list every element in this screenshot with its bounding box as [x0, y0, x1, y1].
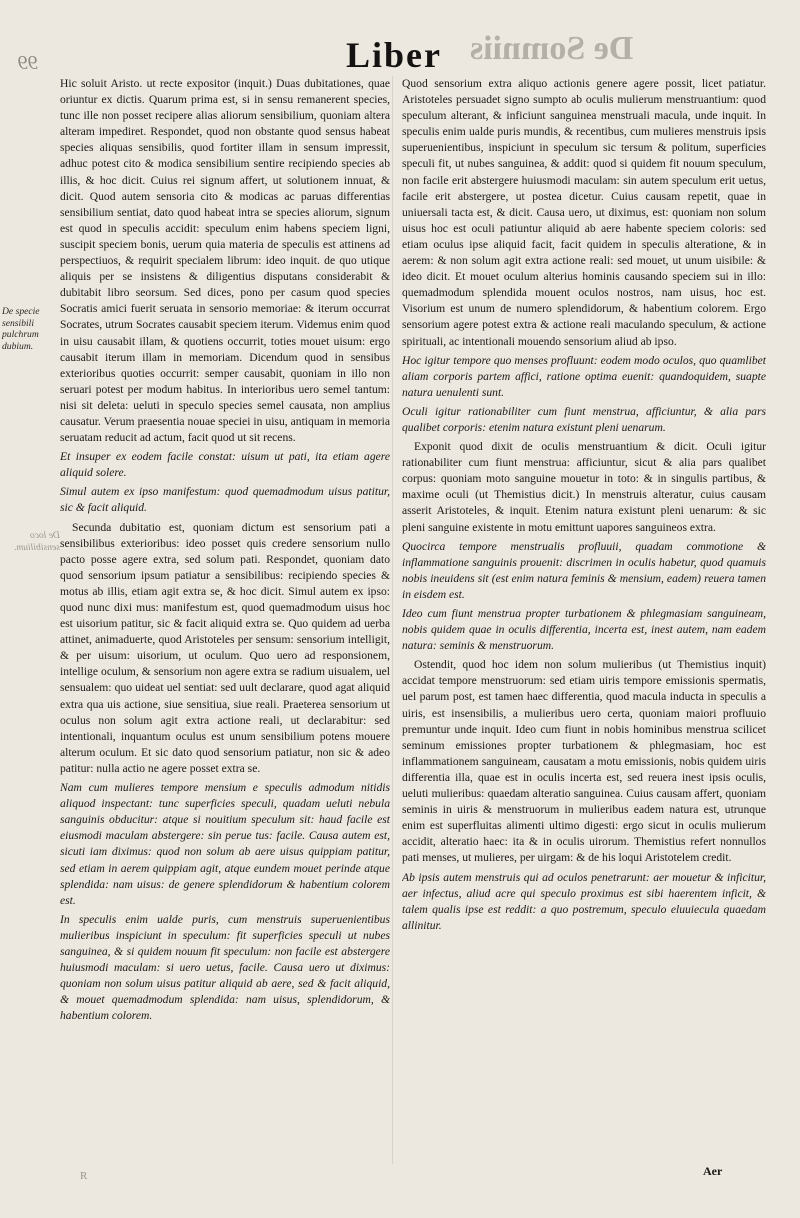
catchword: Aer	[703, 1164, 723, 1178]
paragraph: Hic soluit Aristo. ut recte expositor (inquit.) Duas dubitationes, quae oriuntur ex dictis. Quarum prima est, si in sensu remanerent species, tunc ille non posset recipere alias aliorum sensibilium, quoniam altera alteram impediret. Respondet, quod non obstante quod sensus habeat species aliquas sensibilis, quod fortiter illam in sensum impressit, adhuc potest cito & modica sensibilium sentire recipiendo species ab illis, & hoc dicit. Cuius rei signum affert, ut solutionem innuat, & dicit. Quod autem sensoria cito & modicas ac paruas differentias sensibilium sentiat, dato quod habeat intra se species aliorum, signum est quod in speculis accidit: speculum enim habens speciem ligni, suscipit speciem bonis, uerum quia materia de speculis est attinens ad perspectiuos, & requirit specialem librum: ideo inquit. de quo utique aliquis per se insistens & diligentius disputans considerabit & dubitabit libro seorsum. Sed dices, pono per casum quod species Socratis amici fuerit seruata in sensorio memoriae: & iterum occurrat Socrates, utrum Socrates causabit speciem iterum. Videmus enim quod in uisu causabit illam, & quotiens occurrit, toties mouet uisum: ergo causabit iterum illam in memoriam. Dicendum quod in sensibus exterioribus quoties occurrit: semper causabit, quoniam in illo non seruari potest per modum habitus. In interioribus uero semel tantum: nisi sit deleta: ueluti in speculo species semel causata, non amplius causatur. Verum praesentia nouae speciei in uisu, antiquam in memoria seruatam reducit ad actum, facit quod ut sit recens.	[60, 77, 390, 445]
margin-note: De specie sensibili pulchrum dubium.	[2, 306, 40, 352]
paragraph: Exponit quod dixit de oculis menstruantium & dicit. Oculi igitur rationabiliter cum fiunt menstrua: afficiuntur, sicut & alia pars qualibet corpus: quoniam moto sanguine mouetur in toto: & in singulis partibus, & maxime oculi (ut Themistius dicit.) In menstruis alteratur, cuius causam asserit Aristoteles, & inquit. Etenim natura existunt pleni uenarum: & sic pleni sanguine existente in motu emittunt uapores sanguineos extra.	[402, 440, 766, 534]
paragraph: Nam cum mulieres tempore mensium e speculis admodum nitidis aliquod inspectant: tunc superficies speculi, quadam ueluti nebula sanguinis obducitur: atque si nouitium speculum sit: haud facile est eiusmodi maculam abstergere: sin perue tus: facile. Causa autem est, sicuti iam diximus: quod non solum ab aere uisus quippiam patitur, sed etiam in aerem quippiam agit, atque eundem mouet perinde atque splendida: nam uisus: de genere splendidorum & habentium colorem est.	[60, 781, 390, 907]
paragraph: Hoc igitur tempore quo menses profluunt: eodem modo oculos, quo quamlibet aliam corporis partem affici, ratione optima euenit: quandoquidem, suapte natura uenulenti sunt.	[402, 353, 766, 399]
paragraph: Quod sensorium extra aliquo actionis genere agere possit, licet patiatur. Aristoteles persuadet signo sumpto ab oculis mulierum menstruantium: quod speculum alterant, & inficiunt sanguinea menstruali macula, unde inquit. In speculis enim ualde puris mundis, & recentibus, cum mulieres menstruis ipsis superuenientibus, inspiciunt in speculum sic tersum & politum, superficies speculi fit, ut nubes sanguinea, & addit: quod si quidem fit nouum speculum, non facile erit abstergere huiusmodi maculam: sin autem speculum erit uetus, facile erit abstergere, ut postea dicetur. Cuius causam repetit, quae in uniuersali tacta est, & dicit. Causa uero, ut diximus, est: quoniam non solum uisus hoc est oculi patiuntur aliquid ab aere habente speciem coloris: sed etiam oculus ipse aliquid facit, facit quidem in speculis alteratione, & in aerem: & non solum agit extra actione reali: sed mouet, ut unum uisibile: & ideo dicit. Et mouet oculum alterius hominis causando speciem sui in illo: quemadmodum splendida mouent oculos nostros, nam uisus, hoc est. Visorium est unum de numero splendidorum, & habentium colorem. Ergo sensorium agere potest extra & actione reali maculando speculum, & actione spirituali, ac intentionali mouendo sensorium aliud ab ipso.	[402, 77, 766, 348]
paragraph: Oculi igitur rationabiliter cum fiunt menstrua, afficiuntur, & alia pars qualibet corporis: etenim natura existunt pleni uenarum.	[402, 404, 766, 434]
paragraph: Ideo cum fiunt menstrua propter turbationem & phlegmasiam sanguineam, nobis quidem quae in oculis differentia, incerta est, inest autem, nam eadem natura: seminis & menstruorum.	[402, 607, 766, 653]
left-text-column	[60, 76, 390, 1164]
paragraph: In speculis enim ualde puris, cum menstruis superuenientibus mulieribus inspiciunt in speculum: fit superficies speculi ut nubes sanguinea, & si quidem nouum fit speculum: non facile est abstergere huiusmodi maculam: si uero uetus, facile. Causa uero ut diximus: quoniam non solum uisus patitur aliquid ab aere, sed & facit aliquid, & mouet quemadmodum splendida: nam uisus, splendidorum, & habentium colorem.	[60, 912, 390, 1023]
column-gutter	[392, 76, 393, 1164]
bleed-through-title: De Somniis	[470, 30, 634, 67]
paragraph: Simul autem ex ipso manifestum: quod quemadmodum uisus patitur, sic & facit aliquid.	[60, 485, 390, 515]
paragraph: Quocirca tempore menstrualis profluuii, quadam commotione & inflammatione sanguinis prouenit: discrimen in oculis habetur, quod quamuis nobis ineuidens sit (est enim natura feminis & mensium, eadem) reuera tamen in eisdem est.	[402, 539, 766, 601]
right-text-column	[402, 76, 766, 1164]
page-title: Liber	[346, 35, 442, 75]
paragraph: Et insuper ex eodem facile constat: uisum ut pati, ita etiam agere aliquid solere.	[60, 450, 390, 480]
signature-mark: R	[80, 1170, 88, 1182]
folio-number: 99	[18, 52, 38, 74]
margin-note: De loco sensibilium.	[13, 530, 60, 553]
paragraph: Ostendit, quod hoc idem non solum mulieribus (ut Themistius inquit) accidat tempore menstruorum: sed etiam uiris tempore emissionis spermatis, uel parum post, est tamen haec differentia, quod macula inducta in speculis a uiris, est insensibilis, a mulieribus uero certa, quoniam maiori profluuio premuntur unde inquit. Ideo cum fiunt in nobis hominibus menstrua scilicet seminum emissiones propter turbationem & phlegmasiam, hoc est inflammationem sanguineam, causatam a motu emissionis, nobis quidem uiris differentia illa, quae est in oculis incerta est, sed reuera inest ipsis oculis, ueluti mulieribus: quaedam alteratio sanguinea. Cuius causam affert, quoniam seminis in uiris & menstruorum in mulieribus eadem natura est, utrunque enim est superfluitas alimenti ultimo digesti: ergo sicut in oculis mulierum accidit, alteratio haec: ita & in oculis uirorum. Themistius refert nonnullos pati menses, ut mulieres, per uirgam: & de his loqui Aristotelem credit.	[402, 658, 766, 865]
paragraph: Secunda dubitatio est, quoniam dictum est sensorium pati a sensibilibus exterioribus: ideo posset quis credere sensorium nullo pacto posse agere extra, sed solum pati. Respondet, quoniam dato quod sensorium ipsum patiatur a sensibilibus: recipiendo species & motus ab illis, etiam agit extra se, & hoc dicit. Simul autem ex ipso: quod nunc dixi mus: manifestum est, quod quemadmodum uisus hoc est uisorium patitur, sic & facit aliquid extra se. Quo quidem ad uerba attinet, animaduerte, quod Aristoteles per sensum: sensorium intelligit, & per uisum: uisorium, ut oculum. Quo uero ad responsionem, intellige oculum, & sensorium non agere extra se radium uisualem, uel sensualem: quo uideat uel sentiat: sed uult declarare, quod agat aliquid extra qua uis actione, siue sensitiua, siue reali. Praeterea sensorium ut oculus non solum agit extra actione reali, ut declarabitur: sed intentionali, inquantum oculus est unum sensibilium potens mouere alterum oculum. Et sic dato quod sensorium patiatur, non sic & adeo patitur: nulla actio ne agere posset extra se.	[60, 520, 390, 775]
paragraph: Ab ipsis autem menstruis qui ad oculos penetrarunt: aer mouetur & inficitur, aer infectus, aliud acre qui speculo proximus est sibi haerentem inficit, & talem qualis ipse est reddit: a quo postremum, speculo eluuiecula quaedam allinitur.	[402, 870, 766, 932]
